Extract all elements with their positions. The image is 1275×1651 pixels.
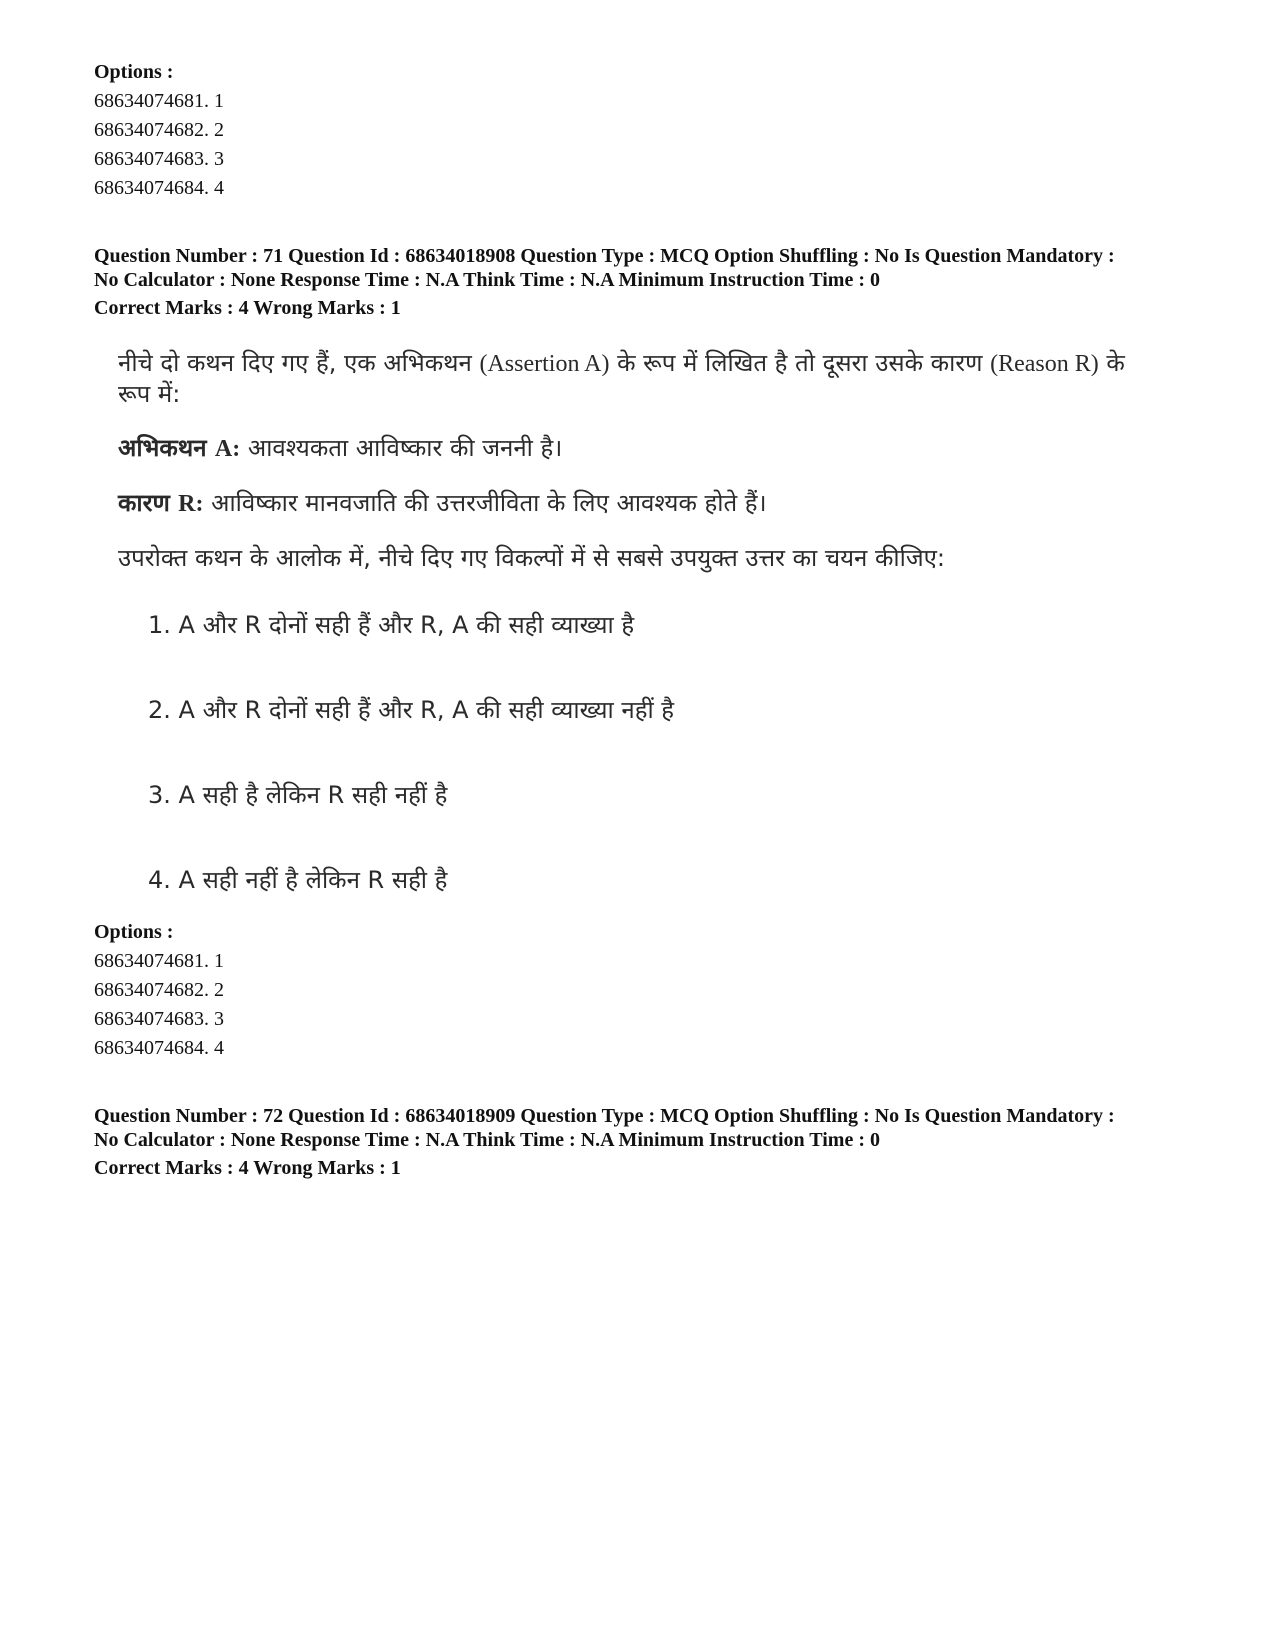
reason-label: कारण [118,489,179,517]
question-71-options [94,918,1214,1063]
option-item: 68634074681. 1 [94,950,224,972]
question-meta-line-1: Question Number : 72 Question Id : 68634018909 Question Type : MCQ Option Shuffling : No Is Question Mandatory : [94,1105,1115,1127]
options-heading: Options : [94,921,174,943]
choice-2: 2. A और R दोनों सही हैं और R, A की सही व्याख्या नहीं है [148,696,675,724]
choice-4: 4. A सही नहीं है लेकिन R सही है [148,866,448,894]
option-item: 68634074681. 1 [94,90,224,112]
option-item: 68634074682. 2 [94,119,224,141]
question-marks: Correct Marks : 4 Wrong Marks : 1 [94,297,401,319]
question-marks: Correct Marks : 4 Wrong Marks : 1 [94,1157,401,1179]
previous-question-options [94,58,1214,203]
option-item: 68634074684. 4 [94,1037,224,1059]
option-item: 68634074683. 3 [94,148,224,170]
question-instruction: उपरोक्त कथन के आलोक में, नीचे दिए गए विकल्पों में से सबसे उपयुक्त उत्तर का चयन कीजिए: [118,544,945,572]
reason-statement: कारण R: आविष्कार मानवजाति की उत्तरजीविता के लिए आवश्यक होते हैं। [118,489,767,517]
question-meta-line-1: Question Number : 71 Question Id : 68634018908 Question Type : MCQ Option Shuffling : No Is Question Mandatory : [94,245,1115,267]
option-item: 68634074682. 2 [94,979,224,1001]
option-item: 68634074684. 4 [94,177,224,199]
question-71-header [94,244,1214,320]
question-intro: नीचे दो कथन दिए गए हैं, एक अभिकथन (Assertion A) के रूप में लिखित है तो दूसरा उसके कारण (Reason R) के [118,349,1125,377]
question-72-header [94,1104,1214,1180]
question-71-body [118,348,1198,575]
assertion-label: अभिकथन [118,434,215,462]
choice-3: 3. A सही है लेकिन R सही नहीं है [148,781,448,809]
choice-1: 1. A और R दोनों सही हैं और R, A की सही व्याख्या है [148,611,635,639]
question-meta-line-2: No Calculator : None Response Time : N.A Think Time : N.A Minimum Instruction Time : 0 [94,269,880,291]
option-item: 68634074683. 3 [94,1008,224,1030]
options-heading: Options : [94,61,174,83]
question-intro-continued: रूप में: [118,380,181,408]
assertion-statement: अभिकथन A: आवश्यकता आविष्कार की जननी है। [118,434,563,462]
question-meta-line-2: No Calculator : None Response Time : N.A Think Time : N.A Minimum Instruction Time : 0 [94,1129,880,1151]
